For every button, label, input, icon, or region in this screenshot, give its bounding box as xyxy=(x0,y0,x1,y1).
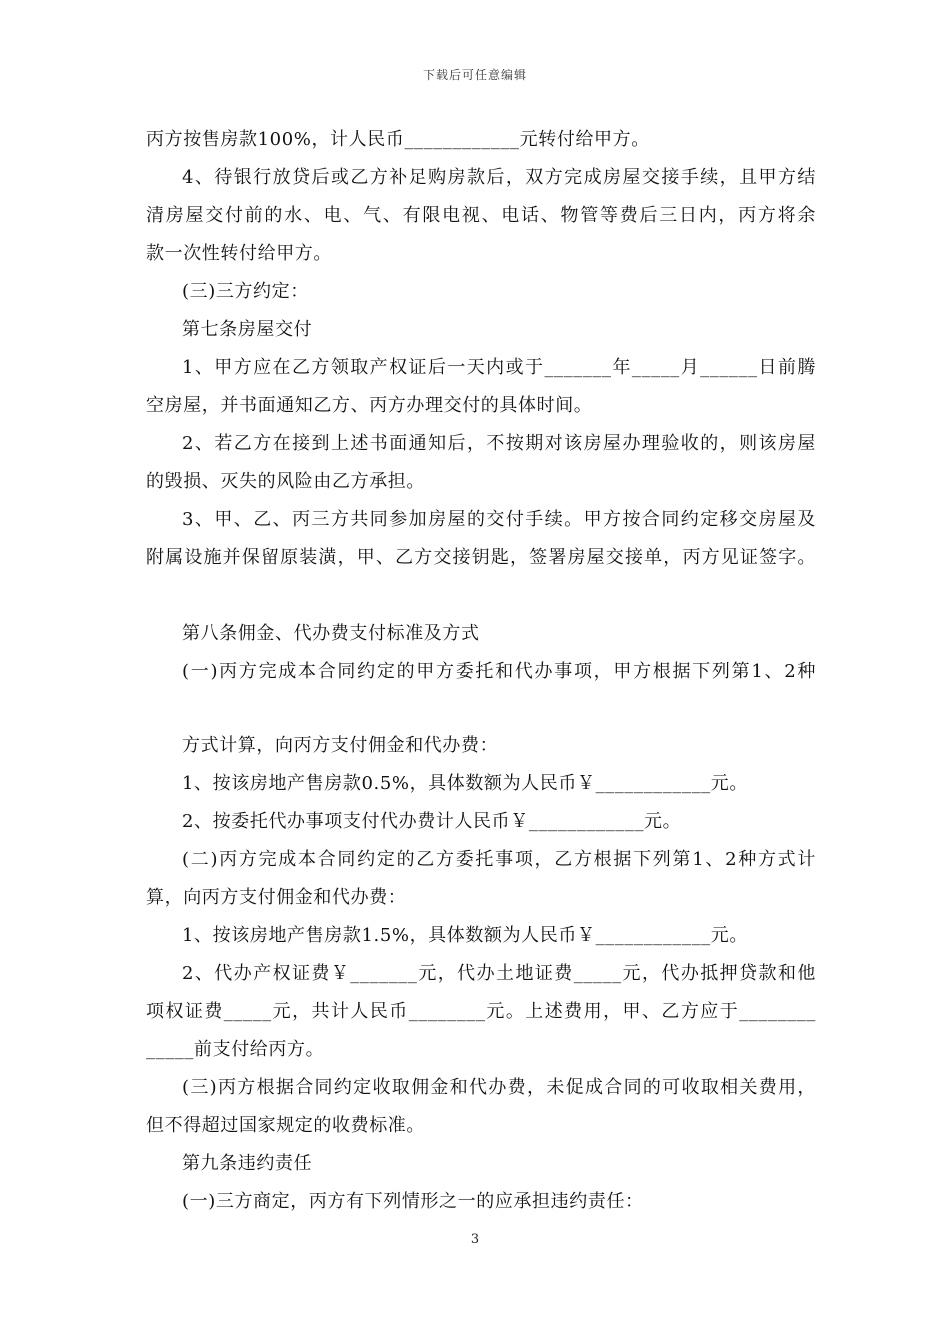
article-heading: 第九条违约责任 xyxy=(182,1153,313,1174)
paragraph-line: 1、甲方应在乙方领取产权证后一天内或于_______年_____月______日前腾 xyxy=(182,357,816,378)
paragraph-line: 算，向丙方支付佣金和代办费： xyxy=(146,887,407,908)
paragraph-line: 的毁损、灭失的风险由乙方承担。 xyxy=(146,471,425,492)
paragraph-line: 3、甲、乙、丙三方共同参加房屋的交付手续。甲方按合同约定移交房屋及 xyxy=(182,509,816,530)
page-number: 3 xyxy=(470,1232,480,1247)
paragraph-line: 项权证费_____元，共计人民币________元。上述费用，甲、乙方应于________ xyxy=(146,1001,816,1022)
paragraph-line: (一)丙方完成本合同约定的甲方委托和代办事项，甲方根据下列第1、2种 xyxy=(182,661,816,682)
paragraph-line: 丙方按售房款100%，计人民币____________元转付给甲方。 xyxy=(146,129,650,150)
paragraph-line: 空房屋，并书面通知乙方、丙方办理交付的具体时间。 xyxy=(146,395,593,416)
article-heading: 第八条佣金、代办费支付标准及方式 xyxy=(182,623,480,644)
section-heading: (三)三方约定： xyxy=(182,281,309,302)
paragraph-line: 款一次性转付给甲方。 xyxy=(146,243,332,264)
paragraph-line: 2、按委托代办事项支付代办费计人民币￥____________元。 xyxy=(182,811,682,832)
paragraph-line: 1、按该房地产售房款0.5%，具体数额为人民币￥____________元。 xyxy=(182,773,748,794)
paragraph-line: 方式计算，向丙方支付佣金和代办费： xyxy=(182,735,499,756)
paragraph-line: (二)丙方完成本合同约定的乙方委托事项，乙方根据下列第1、2种方式计 xyxy=(182,849,816,870)
paragraph-line: 1、按该房地产售房款1.5%，具体数额为人民币￥____________元。 xyxy=(182,925,748,946)
paragraph-line: 4、待银行放贷后或乙方补足购房款后，双方完成房屋交接手续，且甲方结 xyxy=(182,167,816,188)
paragraph-line: 附属设施并保留原装潢，甲、乙方交接钥匙，签署房屋交接单，丙方见证签字。 xyxy=(146,547,816,568)
article-heading: 第七条房屋交付 xyxy=(182,319,313,340)
paragraph-line: (一)三方商定，丙方有下列情形之一的应承担违约责任： xyxy=(182,1191,644,1212)
paragraph-line: 2、若乙方在接到上述书面通知后，不按期对该房屋办理验收的，则该房屋 xyxy=(182,433,816,454)
paragraph-line: 清房屋交付前的水、电、气、有限电视、电话、物管等费后三日内，丙方将余 xyxy=(146,205,816,226)
paragraph-line: 但不得超过国家规定的收费标准。 xyxy=(146,1115,425,1136)
paragraph-line: _____前支付给丙方。 xyxy=(146,1039,325,1060)
page-header: 下载后可任意编辑 xyxy=(422,68,527,82)
paragraph-line: 2、代办产权证费￥_______元，代办土地证费_____元，代办抵押贷款和他 xyxy=(182,963,816,984)
paragraph-line: (三)丙方根据合同约定收取佣金和代办费，未促成合同的可收取相关费用， xyxy=(182,1077,816,1098)
